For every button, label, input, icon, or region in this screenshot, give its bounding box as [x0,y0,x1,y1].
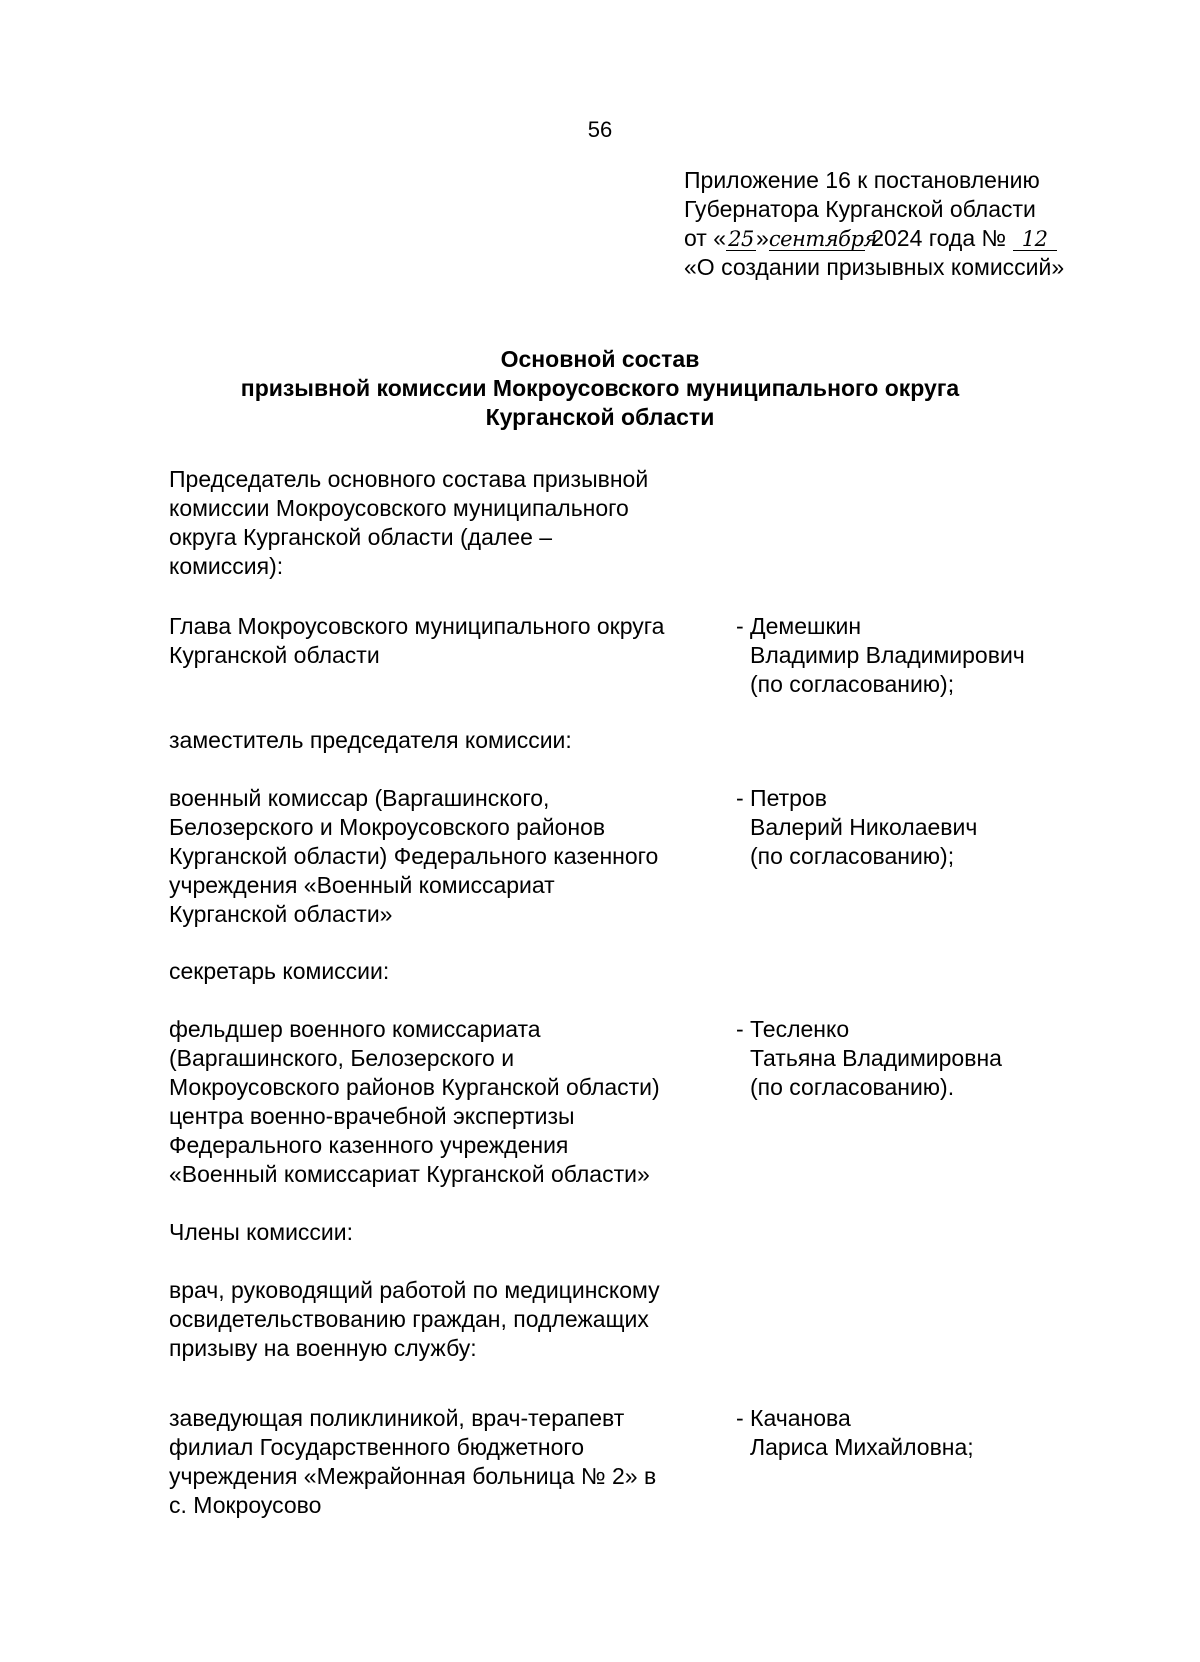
heading-line: освидетельствованию граждан, подлежащих [169,1306,649,1332]
position-line: Курганской области) Федерального казенного [169,843,659,869]
title-line-3: Курганской области [485,404,715,430]
position-line: Курганской области [169,642,380,668]
position-chairman [169,612,729,670]
section-heading-members [169,1218,353,1247]
position-doctor [169,1404,729,1520]
heading-line: округа Курганской области (далее – [169,524,553,550]
member-note: (по согласованию). [750,1074,955,1100]
heading-line: призыву на военную службу: [169,1335,477,1361]
section-heading-chairman [169,465,648,581]
heading-line: комиссии Мокроусовского муниципального [169,495,629,521]
member-name: Валерий Николаевич [750,814,978,840]
heading-line: секретарь комиссии: [169,958,390,984]
section-heading-doctor [169,1276,660,1363]
annex-line-1: Приложение 16 к постановлению [684,167,1040,193]
heading-line: комиссия): [169,553,284,579]
member-secretary [736,1015,1076,1102]
position-line: с. Мокроусово [169,1492,322,1518]
date-mid: » [756,225,769,251]
position-line: Курганской области» [169,901,393,927]
member-name: Татьяна Владимировна [750,1045,1002,1071]
member-deputy [736,784,1076,871]
section-heading-secretary [169,957,389,986]
page-number: 56 [587,117,613,142]
member-chairman [736,612,1076,699]
member-surname: - Качанова [736,1405,851,1431]
member-note: (по согласованию); [750,671,955,697]
annex-line-2: Губернатора Курганской области [684,196,1036,222]
position-line: Федерального казенного учреждения [169,1132,569,1158]
member-name: Владимир Владимирович [750,642,1025,668]
member-surname: - Демешкин [736,613,862,639]
handwritten-month: сентября [768,227,877,251]
position-line: фельдшер военного комиссариата [169,1016,541,1042]
date-prefix: от « [684,225,727,251]
handwritten-day: 25 [726,228,756,251]
handwritten-number: 12 [1013,228,1057,251]
position-line: (Варгашинского, Белозерского и [169,1045,515,1071]
position-line: учреждения «Межрайонная больница № 2» в [169,1463,657,1489]
position-line: Мокроусовского районов Курганской области) [169,1074,660,1100]
position-deputy [169,784,729,929]
member-surname: - Петров [736,785,827,811]
annex-block [684,166,1064,282]
title-line-1: Основной состав [500,346,700,372]
section-heading-deputy [169,726,572,755]
title-line-2: призывной комиссии Мокроусовского муниципального округа [240,375,960,401]
date-year-text: 2024 года № [871,225,1007,251]
position-line: учреждения «Военный комиссариат [169,872,555,898]
position-line: Белозерского и Мокроусовского районов [169,814,606,840]
annex-date-line [684,224,1064,253]
heading-line: врач, руководящий работой по медицинскому [169,1277,660,1303]
heading-line: Председатель основного состава призывной [169,466,649,492]
annex-line-4: «О создании призывных комиссий» [684,254,1065,280]
position-line: Глава Мокроусовского муниципального округа [169,613,665,639]
position-line: военный комиссар (Варгашинского, [169,785,550,811]
member-name: Лариса Михайловна; [750,1434,974,1460]
heading-line: Члены комиссии: [169,1219,354,1245]
member-note: (по согласованию); [750,843,955,869]
position-secretary [169,1015,729,1189]
member-doctor [736,1404,1076,1462]
position-line: филиал Государственного бюджетного [169,1434,585,1460]
document-title [0,345,1200,432]
position-line: заведующая поликлиникой, врач-терапевт [169,1405,625,1431]
heading-line: заместитель председателя комиссии: [169,727,572,753]
member-surname: - Тесленко [736,1016,850,1042]
position-line: центра военно-врачебной экспертизы [169,1103,575,1129]
position-line: «Военный комиссариат Курганской области» [169,1161,650,1187]
